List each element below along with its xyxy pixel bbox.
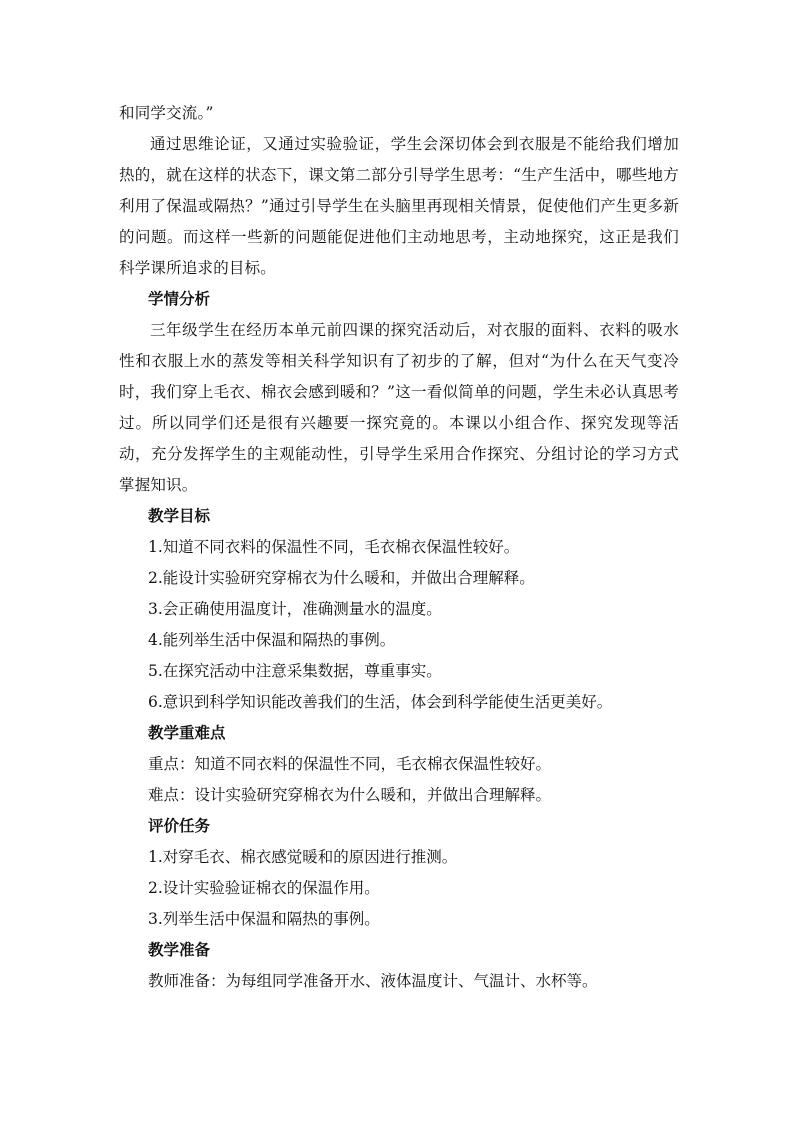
objective-item: 4.能列举生活中保温和隔热的事例。 (148, 631, 396, 649)
student-analysis-paragraph: 三年级学生在经历本单元前四课的探究活动后，对衣服的面料、衣料的吸水性和衣服上水的蒸发等相关科学知识有了初步的了解，但对“为什么在天气变冷时，我们穿上毛衣、棉衣会感到暖和？”这一看似简单的问题，学生未必认真思考过。所以同学们还是很有兴趣要一探究竟的。本课以小组合作、探究发现等活动，充分发挥学生的主观能动性，引导学生采用合作探究、分组讨论的学习方式掌握知识。 (119, 321, 679, 494)
key-point-item: 重点：知道不同衣料的保温性不同，毛衣棉衣保温性较好。 (148, 755, 552, 773)
objective-item: 6.意识到科学知识能改善我们的生活，体会到科学能使生活更美好。 (148, 693, 613, 711)
evaluation-item: 2.设计实验验证棉衣的保温作用。 (148, 879, 380, 897)
preparation-heading: 教学准备 (148, 941, 211, 959)
objectives-heading: 教学目标 (148, 507, 211, 525)
objective-item: 2.能设计实验研究穿棉衣为什么暖和，并做出合理解释。 (148, 569, 535, 587)
intro-paragraph: 通过思维论证，又通过实验验证，学生会深切体会到衣服是不能给我们增加热的，就在这样的状态下，课文第二部分引导学生思考：“生产生活中，哪些地方利用了保温或隔热？”通过引导学生在头脑里再现相关情景，促使他们产生更多新的问题。而这样一些新的问题能促进他们主动地思考，主动地探究，这正是我们科学课所追求的目标。 (119, 135, 679, 277)
student-analysis-heading: 学情分析 (148, 290, 211, 308)
objective-item: 3.会正确使用温度计，准确测量水的温度。 (148, 600, 442, 618)
document-page (119, 98, 679, 997)
evaluation-item: 1.对穿毛衣、棉衣感觉暖和的原因进行推测。 (148, 848, 458, 866)
objective-item: 5.在探究活动中注意采集数据，尊重事实。 (148, 662, 442, 680)
key-point-item: 难点：设计实验研究穿棉衣为什么暖和，并做出合理解释。 (148, 786, 552, 804)
evaluation-heading: 评价任务 (148, 817, 211, 835)
preparation-item: 教师准备：为每组同学准备开水、液体温度计、气温计、水杯等。 (148, 972, 598, 990)
intro-continuation: 和同学交流。” (119, 104, 214, 122)
evaluation-item: 3.列举生活中保温和隔热的事例。 (148, 910, 380, 928)
key-points-heading: 教学重难点 (148, 724, 226, 742)
objective-item: 1.知道不同衣料的保温性不同，毛衣棉衣保温性较好。 (148, 538, 520, 556)
